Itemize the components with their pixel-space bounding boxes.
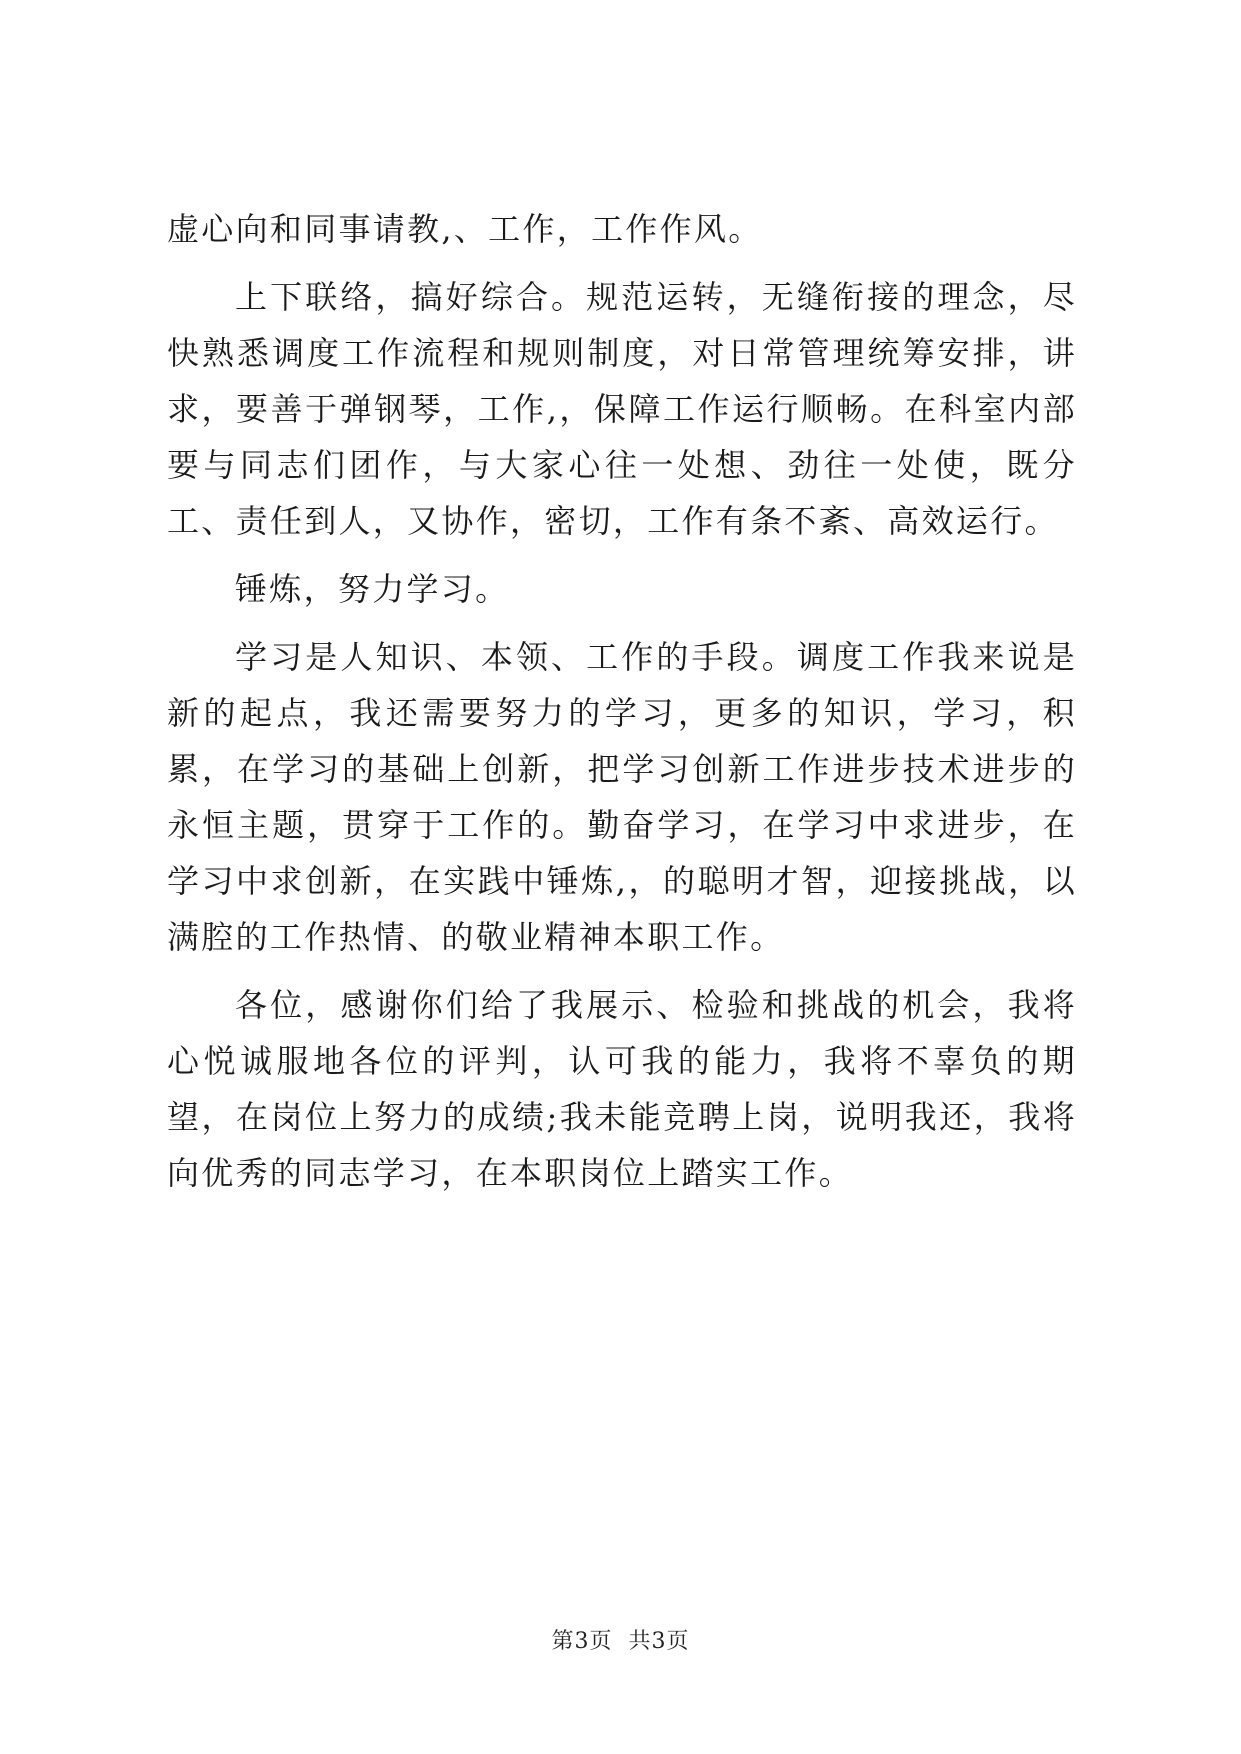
page-number: 第3页 <box>551 1629 613 1654</box>
paragraph-3-heading: 锤炼，努力学习。 <box>235 570 510 608</box>
document-body <box>167 201 1077 1213</box>
paragraph-5: 各位，感谢你们给了我展示、检验和挑战的机会，我将心悦诚服地各位的评判，认可我的能力，我将不辜负的期望，在岗位上努力的成绩;我未能竞聘上岗，说明我还，我将向优秀的同志学习，在本职岗位上踏实工作。 <box>167 986 1077 1192</box>
page-total: 共3页 <box>628 1629 690 1654</box>
paragraph-1: 虚心向和同事请教,、工作，工作作风。 <box>167 210 763 248</box>
paragraph-4: 学习是人知识、本领、工作的手段。调度工作我来说是新的起点，我还需要努力的学习，更多的知识，学习，积累，在学习的基础上创新，把学习创新工作进步技术进步的永恒主题，贯穿于工作的。勤奋学习，在学习中求进步，在学习中求创新，在实践中锤炼,，的聪明才智，迎接挑战，以满腔的工作热情、的敬业精神本职工作。 <box>167 638 1077 956</box>
paragraph-2: 上下联络，搞好综合。规范运转，无缝衔接的理念，尽快熟悉调度工作流程和规则制度，对日常管理统筹安排，讲求，要善于弹钢琴，工作,，保障工作运行顺畅。在科室内部要与同志们团作，与大家心往一处想、劲往一处使，既分工、责任到人，又协作，密切，工作有条不紊、高效运行。 <box>167 278 1077 540</box>
page-footer <box>0 1624 1241 1655</box>
